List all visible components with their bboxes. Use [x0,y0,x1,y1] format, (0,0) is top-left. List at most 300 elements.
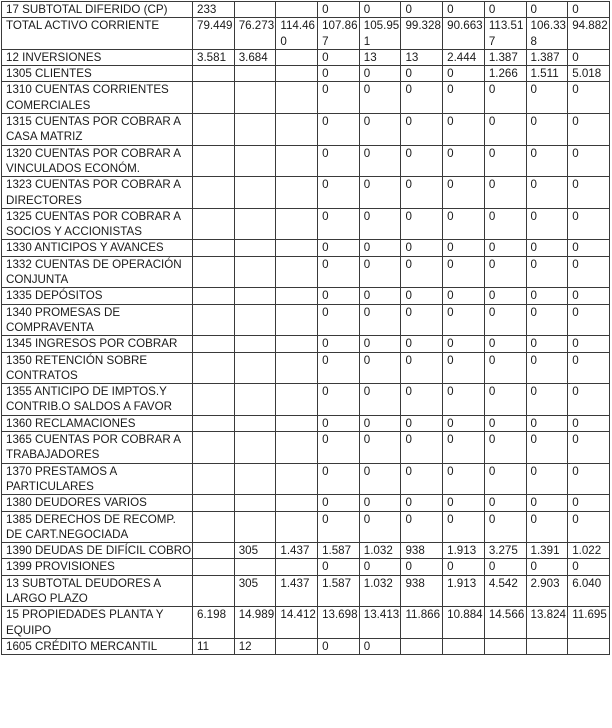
value-cell: 0 [568,559,610,575]
value-cell: 0 [484,495,526,511]
value-cell: 305 [234,543,276,559]
row-label: 1335 DEPÓSITOS [2,288,193,304]
value-cell: 3.581 [193,49,235,65]
value-cell: 0 [568,511,610,543]
value-cell: 1.587 [318,575,360,607]
value-cell [234,288,276,304]
value-cell: 0 [443,145,485,177]
table-row [2,145,610,177]
value-cell: 0 [568,336,610,352]
row-label: 17 SUBTOTAL DIFERIDO (CP) [2,2,193,18]
value-cell: 0 [318,82,360,114]
value-cell: 0 [443,66,485,82]
value-cell [193,336,235,352]
value-cell: 0 [401,177,443,209]
value-cell: 6.040 [568,575,610,607]
value-cell: 0 [526,559,568,575]
value-cell: 0 [318,511,360,543]
value-cell [234,384,276,416]
value-cell: 0 [318,208,360,240]
value-cell [276,66,318,82]
table-row [2,288,610,304]
value-cell [193,177,235,209]
value-cell [234,208,276,240]
value-cell: 4.542 [484,575,526,607]
value-cell [193,256,235,288]
value-cell: 0 [484,304,526,336]
table-row [2,304,610,336]
value-cell: 0 [484,288,526,304]
value-cell: 13 [401,49,443,65]
value-cell: 0 [526,256,568,288]
value-cell [401,638,443,654]
value-cell: 79.449 [193,18,235,50]
value-cell: 0 [318,384,360,416]
value-cell: 0 [526,336,568,352]
value-cell: 0 [359,463,401,495]
value-cell: 0 [526,304,568,336]
value-cell: 0 [401,304,443,336]
table-row [2,495,610,511]
row-label: 1380 DEUDORES VARIOS [2,495,193,511]
row-label: 1315 CUENTAS POR COBRAR A CASA MATRIZ [2,114,193,146]
value-cell: 0 [568,82,610,114]
value-cell: 0 [484,463,526,495]
value-cell: 0 [359,336,401,352]
value-cell: 0 [318,145,360,177]
value-cell: 0 [484,145,526,177]
value-cell: 76.273 [234,18,276,50]
value-cell: 0 [568,145,610,177]
value-cell [193,288,235,304]
value-cell: 113.517 [484,18,526,50]
value-cell: 0 [568,2,610,18]
value-cell: 0 [318,66,360,82]
value-cell [234,145,276,177]
value-cell: 0 [443,208,485,240]
value-cell: 0 [443,256,485,288]
value-cell: 0 [443,336,485,352]
value-cell: 0 [526,82,568,114]
value-cell: 0 [484,82,526,114]
row-label: 1390 DEUDAS DE DIFÍCIL COBRO [2,543,193,559]
value-cell: 0 [443,82,485,114]
value-cell [193,145,235,177]
value-cell: 0 [359,114,401,146]
value-cell [276,415,318,431]
table-row [2,607,610,639]
value-cell: 1.032 [359,543,401,559]
value-cell: 2.444 [443,49,485,65]
value-cell [276,177,318,209]
value-cell: 0 [443,352,485,384]
value-cell [276,336,318,352]
value-cell: 0 [359,638,401,654]
row-label: 1350 RETENCIÓN SOBRE CONTRATOS [2,352,193,384]
table-row [2,256,610,288]
value-cell: 0 [526,240,568,256]
value-cell: 0 [401,288,443,304]
value-cell: 0 [526,2,568,18]
value-cell: 0 [526,145,568,177]
value-cell: 0 [318,256,360,288]
value-cell: 1.022 [568,543,610,559]
value-cell: 0 [359,2,401,18]
value-cell [276,114,318,146]
value-cell [193,384,235,416]
value-cell: 0 [318,288,360,304]
value-cell: 11 [193,638,235,654]
value-cell: 0 [526,415,568,431]
value-cell [193,82,235,114]
table-row [2,336,610,352]
value-cell [193,432,235,464]
value-cell: 233 [193,2,235,18]
table-row [2,18,610,50]
table-row [2,415,610,431]
value-cell [276,638,318,654]
value-cell: 0 [568,288,610,304]
value-cell: 0 [484,114,526,146]
value-cell: 0 [484,240,526,256]
value-cell: 305 [234,575,276,607]
value-cell: 0 [484,336,526,352]
table-row [2,208,610,240]
value-cell [276,256,318,288]
value-cell: 0 [443,511,485,543]
value-cell: 0 [443,559,485,575]
value-cell: 0 [484,511,526,543]
value-cell: 0 [443,463,485,495]
value-cell: 1.511 [526,66,568,82]
row-label: 1365 CUENTAS POR COBRAR A TRABAJADORES [2,432,193,464]
value-cell: 6.198 [193,607,235,639]
value-cell: 0 [401,495,443,511]
value-cell [484,638,526,654]
value-cell: 0 [401,559,443,575]
value-cell: 0 [318,352,360,384]
row-label: TOTAL ACTIVO CORRIENTE [2,18,193,50]
table-row [2,575,610,607]
row-label: 1355 ANTICIPO DE IMPTOS.Y CONTRIB.O SALDOS A FAVOR [2,384,193,416]
value-cell [276,511,318,543]
value-cell: 0 [526,114,568,146]
value-cell: 3.684 [234,49,276,65]
value-cell: 0 [359,495,401,511]
value-cell: 0 [526,432,568,464]
value-cell: 1.913 [443,575,485,607]
value-cell: 0 [401,114,443,146]
table-row [2,177,610,209]
row-label: 1340 PROMESAS DE COMPRAVENTA [2,304,193,336]
value-cell [193,559,235,575]
value-cell: 0 [443,240,485,256]
row-label: 1330 ANTICIPOS Y AVANCES [2,240,193,256]
value-cell: 0 [401,2,443,18]
value-cell: 0 [526,177,568,209]
row-label: 1399 PROVISIONES [2,559,193,575]
value-cell: 1.913 [443,543,485,559]
value-cell [234,177,276,209]
row-label: 13 SUBTOTAL DEUDORES A LARGO PLAZO [2,575,193,607]
value-cell: 10.884 [443,607,485,639]
value-cell [193,352,235,384]
row-label: 1320 CUENTAS POR COBRAR A VINCULADOS ECONÓM. [2,145,193,177]
value-cell: 13 [359,49,401,65]
value-cell: 0 [359,145,401,177]
value-cell: 0 [484,559,526,575]
value-cell: 0 [484,415,526,431]
value-cell: 0 [568,240,610,256]
value-cell: 0 [526,208,568,240]
value-cell [443,638,485,654]
table-row [2,114,610,146]
value-cell: 0 [568,384,610,416]
value-cell: 0 [401,432,443,464]
value-cell [234,559,276,575]
row-label: 1360 RECLAMACIONES [2,415,193,431]
value-cell: 1.587 [318,543,360,559]
value-cell: 0 [359,352,401,384]
table-row [2,432,610,464]
value-cell: 0 [318,2,360,18]
value-cell: 0 [318,240,360,256]
value-cell: 1.391 [526,543,568,559]
value-cell: 1.437 [276,543,318,559]
value-cell: 1.266 [484,66,526,82]
table-body [2,2,610,655]
value-cell [234,415,276,431]
table-row [2,559,610,575]
value-cell: 0 [318,49,360,65]
value-cell: 0 [526,288,568,304]
value-cell: 0 [443,177,485,209]
value-cell [568,638,610,654]
value-cell [234,240,276,256]
value-cell: 0 [484,208,526,240]
value-cell [276,2,318,18]
value-cell: 14.989 [234,607,276,639]
value-cell: 3.275 [484,543,526,559]
value-cell: 1.032 [359,575,401,607]
value-cell: 0 [484,432,526,464]
table-row [2,463,610,495]
table-row [2,49,610,65]
value-cell: 13.413 [359,607,401,639]
value-cell [193,575,235,607]
value-cell [276,495,318,511]
row-label: 1385 DERECHOS DE RECOMP. DE CART.NEGOCIADA [2,511,193,543]
value-cell: 0 [359,288,401,304]
value-cell: 0 [318,336,360,352]
value-cell: 0 [443,2,485,18]
value-cell: 0 [359,82,401,114]
value-cell [193,495,235,511]
value-cell: 0 [359,240,401,256]
value-cell: 0 [401,511,443,543]
value-cell: 13.698 [318,607,360,639]
value-cell: 0 [318,304,360,336]
value-cell: 0 [401,145,443,177]
value-cell: 1.387 [526,49,568,65]
value-cell: 0 [568,304,610,336]
row-label: 1605 CRÉDITO MERCANTIL [2,638,193,654]
value-cell: 2.903 [526,575,568,607]
value-cell: 13.824 [526,607,568,639]
value-cell [234,66,276,82]
balance-sheet-table [1,1,610,655]
value-cell: 106.338 [526,18,568,50]
value-cell: 0 [484,256,526,288]
value-cell: 5.018 [568,66,610,82]
value-cell [234,432,276,464]
value-cell [276,384,318,416]
value-cell: 99.328 [401,18,443,50]
value-cell: 0 [526,352,568,384]
value-cell [526,638,568,654]
value-cell: 0 [443,495,485,511]
value-cell: 11.695 [568,607,610,639]
value-cell [193,511,235,543]
value-cell [193,208,235,240]
value-cell: 0 [401,463,443,495]
value-cell [234,463,276,495]
row-label: 12 INVERSIONES [2,49,193,65]
value-cell [276,49,318,65]
value-cell: 0 [526,384,568,416]
value-cell: 0 [318,638,360,654]
value-cell: 0 [318,432,360,464]
value-cell: 0 [359,208,401,240]
value-cell [234,82,276,114]
table-row [2,352,610,384]
value-cell: 0 [318,463,360,495]
value-cell: 90.663 [443,18,485,50]
value-cell [234,336,276,352]
value-cell: 0 [443,288,485,304]
value-cell: 0 [568,114,610,146]
value-cell [234,256,276,288]
value-cell [276,559,318,575]
value-cell [276,288,318,304]
table-row [2,511,610,543]
value-cell: 0 [568,432,610,464]
value-cell: 1.387 [484,49,526,65]
value-cell [234,511,276,543]
value-cell: 0 [359,415,401,431]
value-cell: 0 [443,114,485,146]
row-label: 1345 INGRESOS POR COBRAR [2,336,193,352]
row-label: 1323 CUENTAS POR COBRAR A DIRECTORES [2,177,193,209]
value-cell: 0 [443,432,485,464]
value-cell: 0 [526,511,568,543]
value-cell [193,415,235,431]
value-cell: 0 [526,463,568,495]
row-label: 1310 CUENTAS CORRIENTES COMERCIALES [2,82,193,114]
value-cell: 0 [318,114,360,146]
value-cell [276,304,318,336]
value-cell: 0 [443,384,485,416]
value-cell: 0 [401,415,443,431]
value-cell [193,114,235,146]
value-cell: 107.867 [318,18,360,50]
row-label: 1305 CLIENTES [2,66,193,82]
value-cell: 0 [484,384,526,416]
value-cell [234,304,276,336]
value-cell [234,495,276,511]
table-row [2,82,610,114]
value-cell: 105.951 [359,18,401,50]
value-cell: 0 [359,384,401,416]
value-cell: 0 [568,415,610,431]
value-cell: 0 [359,177,401,209]
value-cell: 0 [359,256,401,288]
value-cell [276,240,318,256]
value-cell: 0 [359,432,401,464]
value-cell [276,208,318,240]
value-cell [276,82,318,114]
value-cell: 0 [401,240,443,256]
table-row [2,2,610,18]
value-cell: 0 [401,352,443,384]
value-cell [276,463,318,495]
value-cell: 0 [401,66,443,82]
value-cell: 0 [318,559,360,575]
value-cell: 12 [234,638,276,654]
value-cell: 0 [568,49,610,65]
value-cell [234,352,276,384]
value-cell: 0 [318,415,360,431]
row-label: 15 PROPIEDADES PLANTA Y EQUIPO [2,607,193,639]
value-cell: 0 [359,511,401,543]
value-cell: 0 [568,256,610,288]
value-cell: 0 [484,352,526,384]
value-cell [193,304,235,336]
value-cell: 0 [568,463,610,495]
value-cell: 0 [443,415,485,431]
value-cell: 0 [568,208,610,240]
value-cell: 938 [401,543,443,559]
value-cell: 0 [484,2,526,18]
value-cell: 0 [359,559,401,575]
value-cell: 11.866 [401,607,443,639]
value-cell [276,432,318,464]
value-cell: 0 [443,304,485,336]
value-cell: 14.566 [484,607,526,639]
table-row [2,240,610,256]
value-cell: 0 [568,352,610,384]
value-cell [193,543,235,559]
value-cell: 0 [568,177,610,209]
value-cell: 0 [318,495,360,511]
row-label: 1370 PRESTAMOS A PARTICULARES [2,463,193,495]
value-cell [234,2,276,18]
value-cell: 0 [401,384,443,416]
value-cell: 1.437 [276,575,318,607]
value-cell: 0 [359,304,401,336]
table-row [2,638,610,654]
value-cell: 0 [568,495,610,511]
value-cell: 0 [401,82,443,114]
value-cell: 114.460 [276,18,318,50]
table-row [2,384,610,416]
value-cell: 0 [401,336,443,352]
table-row [2,66,610,82]
value-cell: 0 [318,177,360,209]
value-cell: 0 [484,177,526,209]
value-cell: 938 [401,575,443,607]
row-label: 1325 CUENTAS POR COBRAR A SOCIOS Y ACCIONISTAS [2,208,193,240]
